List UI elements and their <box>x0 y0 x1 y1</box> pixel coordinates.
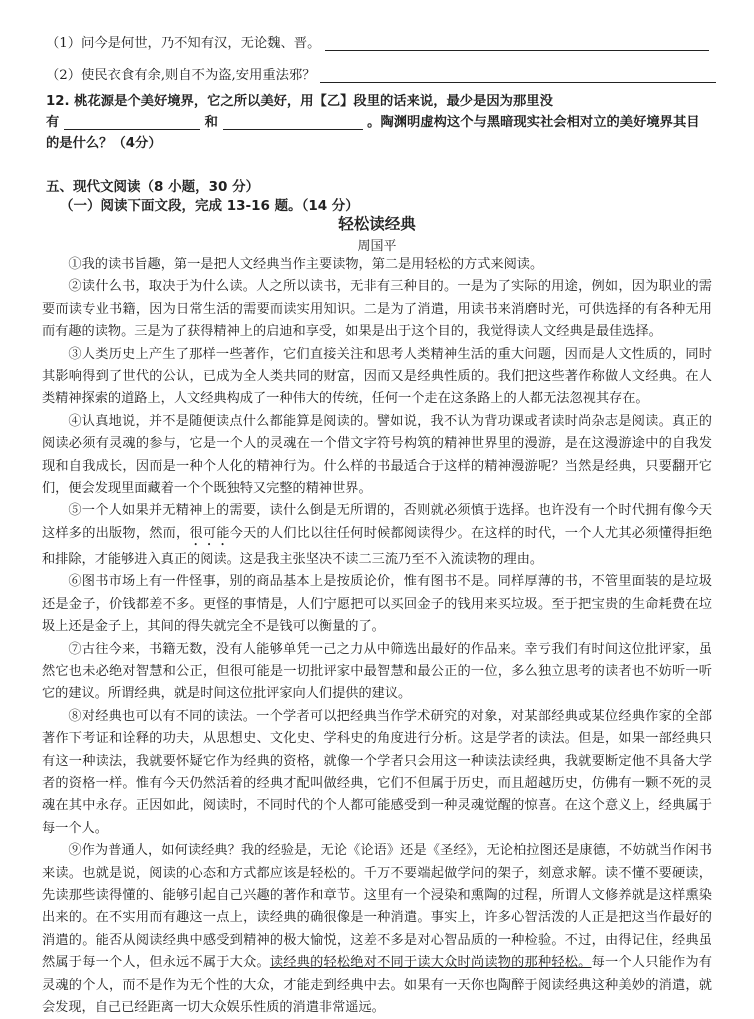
question-12-line2 <box>46 111 700 130</box>
article-author: 周国平 <box>357 239 397 254</box>
answer-line[interactable] <box>320 70 716 83</box>
emphasis-dotted-text: 很可能 <box>189 525 230 541</box>
paragraph-4: ④认真地说，并不是随便读点什么都能算是阅读的。譬如说，我不认为背功课或者读时尚杂志是阅读。真正的阅读必须有灵魂的参与，它是一个人的灵魂在一个借文字符号构筑的精神世界里的漫游，是在这漫游途中的自我发现和自我成长，因而是一种个人化的精神行为。什么样的书最适合于这样的精神漫游呢？当然是经典，只要翻开它们，便会发现里面藏着一个个既独特又完整的精神世界。 <box>42 413 712 497</box>
question-11-1 <box>46 32 709 51</box>
paragraph-5-part-a: ⑤一个人如果并无精神上的需要，读什么倒是无所谓的，否则就必须慎于选择。也许没有一个时代拥有像今天这样多的出版物，然而， <box>42 503 712 541</box>
underlined-sentence: 读经典的轻松绝对不同于读大众时尚读物的那种轻松。 <box>269 955 592 971</box>
section-heading: 五、现代文阅读（8 小题，30 分） <box>46 179 260 195</box>
section-subheading: （一）阅读下面文段，完成 13-16 题。（14 分） <box>60 198 359 214</box>
paragraph-8: ⑧对经典也可以有不同的读法。一个学者可以把经典当作学术研究的对象，对某部经典或某位经典作家的全部著作下考证和诠释的功夫，从思想史、文化史、学科史的角度进行分析。这是学者的读法。但是，如果一部经典只有这一种读法，我就要怀疑它作为经典的资格，就像一个学者只会用这一种读法读经典，我就要断定他不具备大学者的资格一样。惟有今天仍然活着的经典才配叫做经典，它们不但属于历史，而且超越历史，仿佛有一颗不死的灵魂在其中永存。正因如此，阅读时，不同时代的个人都可能感受到一种灵魂觉醒的惊喜。在这个意义上，经典属于每一个人。 <box>42 708 712 836</box>
paragraph-9-part-a: ⑨作为普通人，如何读经典？我的经验是，无论《论语》还是《圣经》，无论柏拉图还是康德，不妨就当作闲书来读。也就是说，阅读的心态和方式都应该是轻松的。千万不要端起做学问的架子，刻意求解。读不懂不要硬读，先读那些读得懂的、能够引起自己兴趣的著作和章节。这里有一个浸染和熏陶的过程，所谓人文修养就是这样熏染出来的。在不实用而有趣这一点上，读经典的确很像是一种消遣。事实上，许多心智活泼的人正是把这当作最好的消遣的。能否从阅读经典中感受到精神的极大愉悦，这差不多是对心智品质的一种检验。不过，由得记住，经典虽然属于每一个人，但永远不属于大众。 <box>42 843 712 971</box>
paragraph-3: ③人类历史上产生了那样一些著作，它们直接关注和思考人类精神生活的重大问题，因而是人文性质的，同时其影响得到了世代的公认，已成为全人类共同的财富，因而又是经典性质的。我们把这些著作称做人文经典。在人类精神探索的道路上，人文经典构成了一种伟大的传统，任何一个走在这条路上的人都无法忽视其存在。 <box>42 346 712 407</box>
paragraph-9-part-b: 每一个人只能作为有灵魂的个人，而不是作为无个性的大众，才能走到经典中去。如果有一天你也陶醉于阅读经典这种美妙的消遣，就会发现，自己已经距离一切大众娱乐性质的消遣非常遥远。 <box>42 955 712 1015</box>
paragraph-5-part-b: 今天的人们比以往任何时候都阅读得少。在这样的时代，一个人尤其必须懂得拒绝和排除，才能够进入真正的阅读。这是我主张坚决不读二三流乃至不入流读物的理由。 <box>42 525 713 567</box>
question-12-line1: 12. 桃花源是个美好境界，它之所以美好，用【乙】段里的话来说，最少是因为那里没 <box>46 94 553 109</box>
answer-blank-1[interactable] <box>64 117 200 130</box>
paragraph-6: ⑥图书市场上有一件怪事，别的商品基本上是按质论价，惟有图书不是。同样厚薄的书，不管里面装的是垃圾还是金子，价钱都差不多。更怪的事情是，人们宁愿把可以买回金子的钱用来买垃圾。至于把宝贵的生命耗费在垃圾上还是金子上，其间的得失就完全不是钱可以衡量的了。 <box>42 574 712 635</box>
article-title: 轻松读经典 <box>338 215 416 233</box>
q12-text-a: 有 <box>46 115 60 130</box>
q12-text-c: 。陶渊明虚构这个与黑暗现实社会相对立的美好境界其目 <box>367 115 700 130</box>
paragraph-2: ②读什么书，取决于为什么读。人之所以读书，无非有三种目的。一是为了实际的用途，例如，因为职业的需要而读专业书籍，因为日常生活的需要而读实用知识。二是为了消遣，用读书来消磨时光，可供选择的有各种无用而有趣的读物。三是为了获得精神上的启迪和享受，如果是出于这个目的，我觉得读人文经典是最佳选择。 <box>42 279 712 340</box>
answer-line[interactable] <box>325 38 709 51</box>
q12-text-b: 和 <box>204 115 218 130</box>
paragraph-7: ⑦古往今来，书籍无数，没有人能够单凭一己之力从中筛选出最好的作品来。幸亏我们有时间这位批评家，虽然它也未必绝对智慧和公正，但很可能是一切批评家中最智慧和最公正的一位，多么独立思考的读者也不妨听一听它的建议。所谓经典，就是时间这位批评家向人们提供的建议。 <box>42 641 712 702</box>
question-text: （1）问今是何世，乃不知有汉，无论魏、晋。 <box>46 36 321 51</box>
question-12-line3: 的是什么？（4分） <box>46 136 162 151</box>
question-11-2 <box>46 64 716 83</box>
answer-blank-2[interactable] <box>223 117 363 130</box>
article-body <box>42 254 712 1019</box>
question-text: （2）使民衣食有余,则自不为盗,安用重法邪？ <box>46 68 316 83</box>
paragraph-1: ①我的读书旨趣，第一是把人文经典当作主要读物，第二是用轻松的方式来阅读。 <box>68 257 544 272</box>
paragraph-5 <box>42 500 712 571</box>
paragraph-9 <box>42 840 712 1019</box>
